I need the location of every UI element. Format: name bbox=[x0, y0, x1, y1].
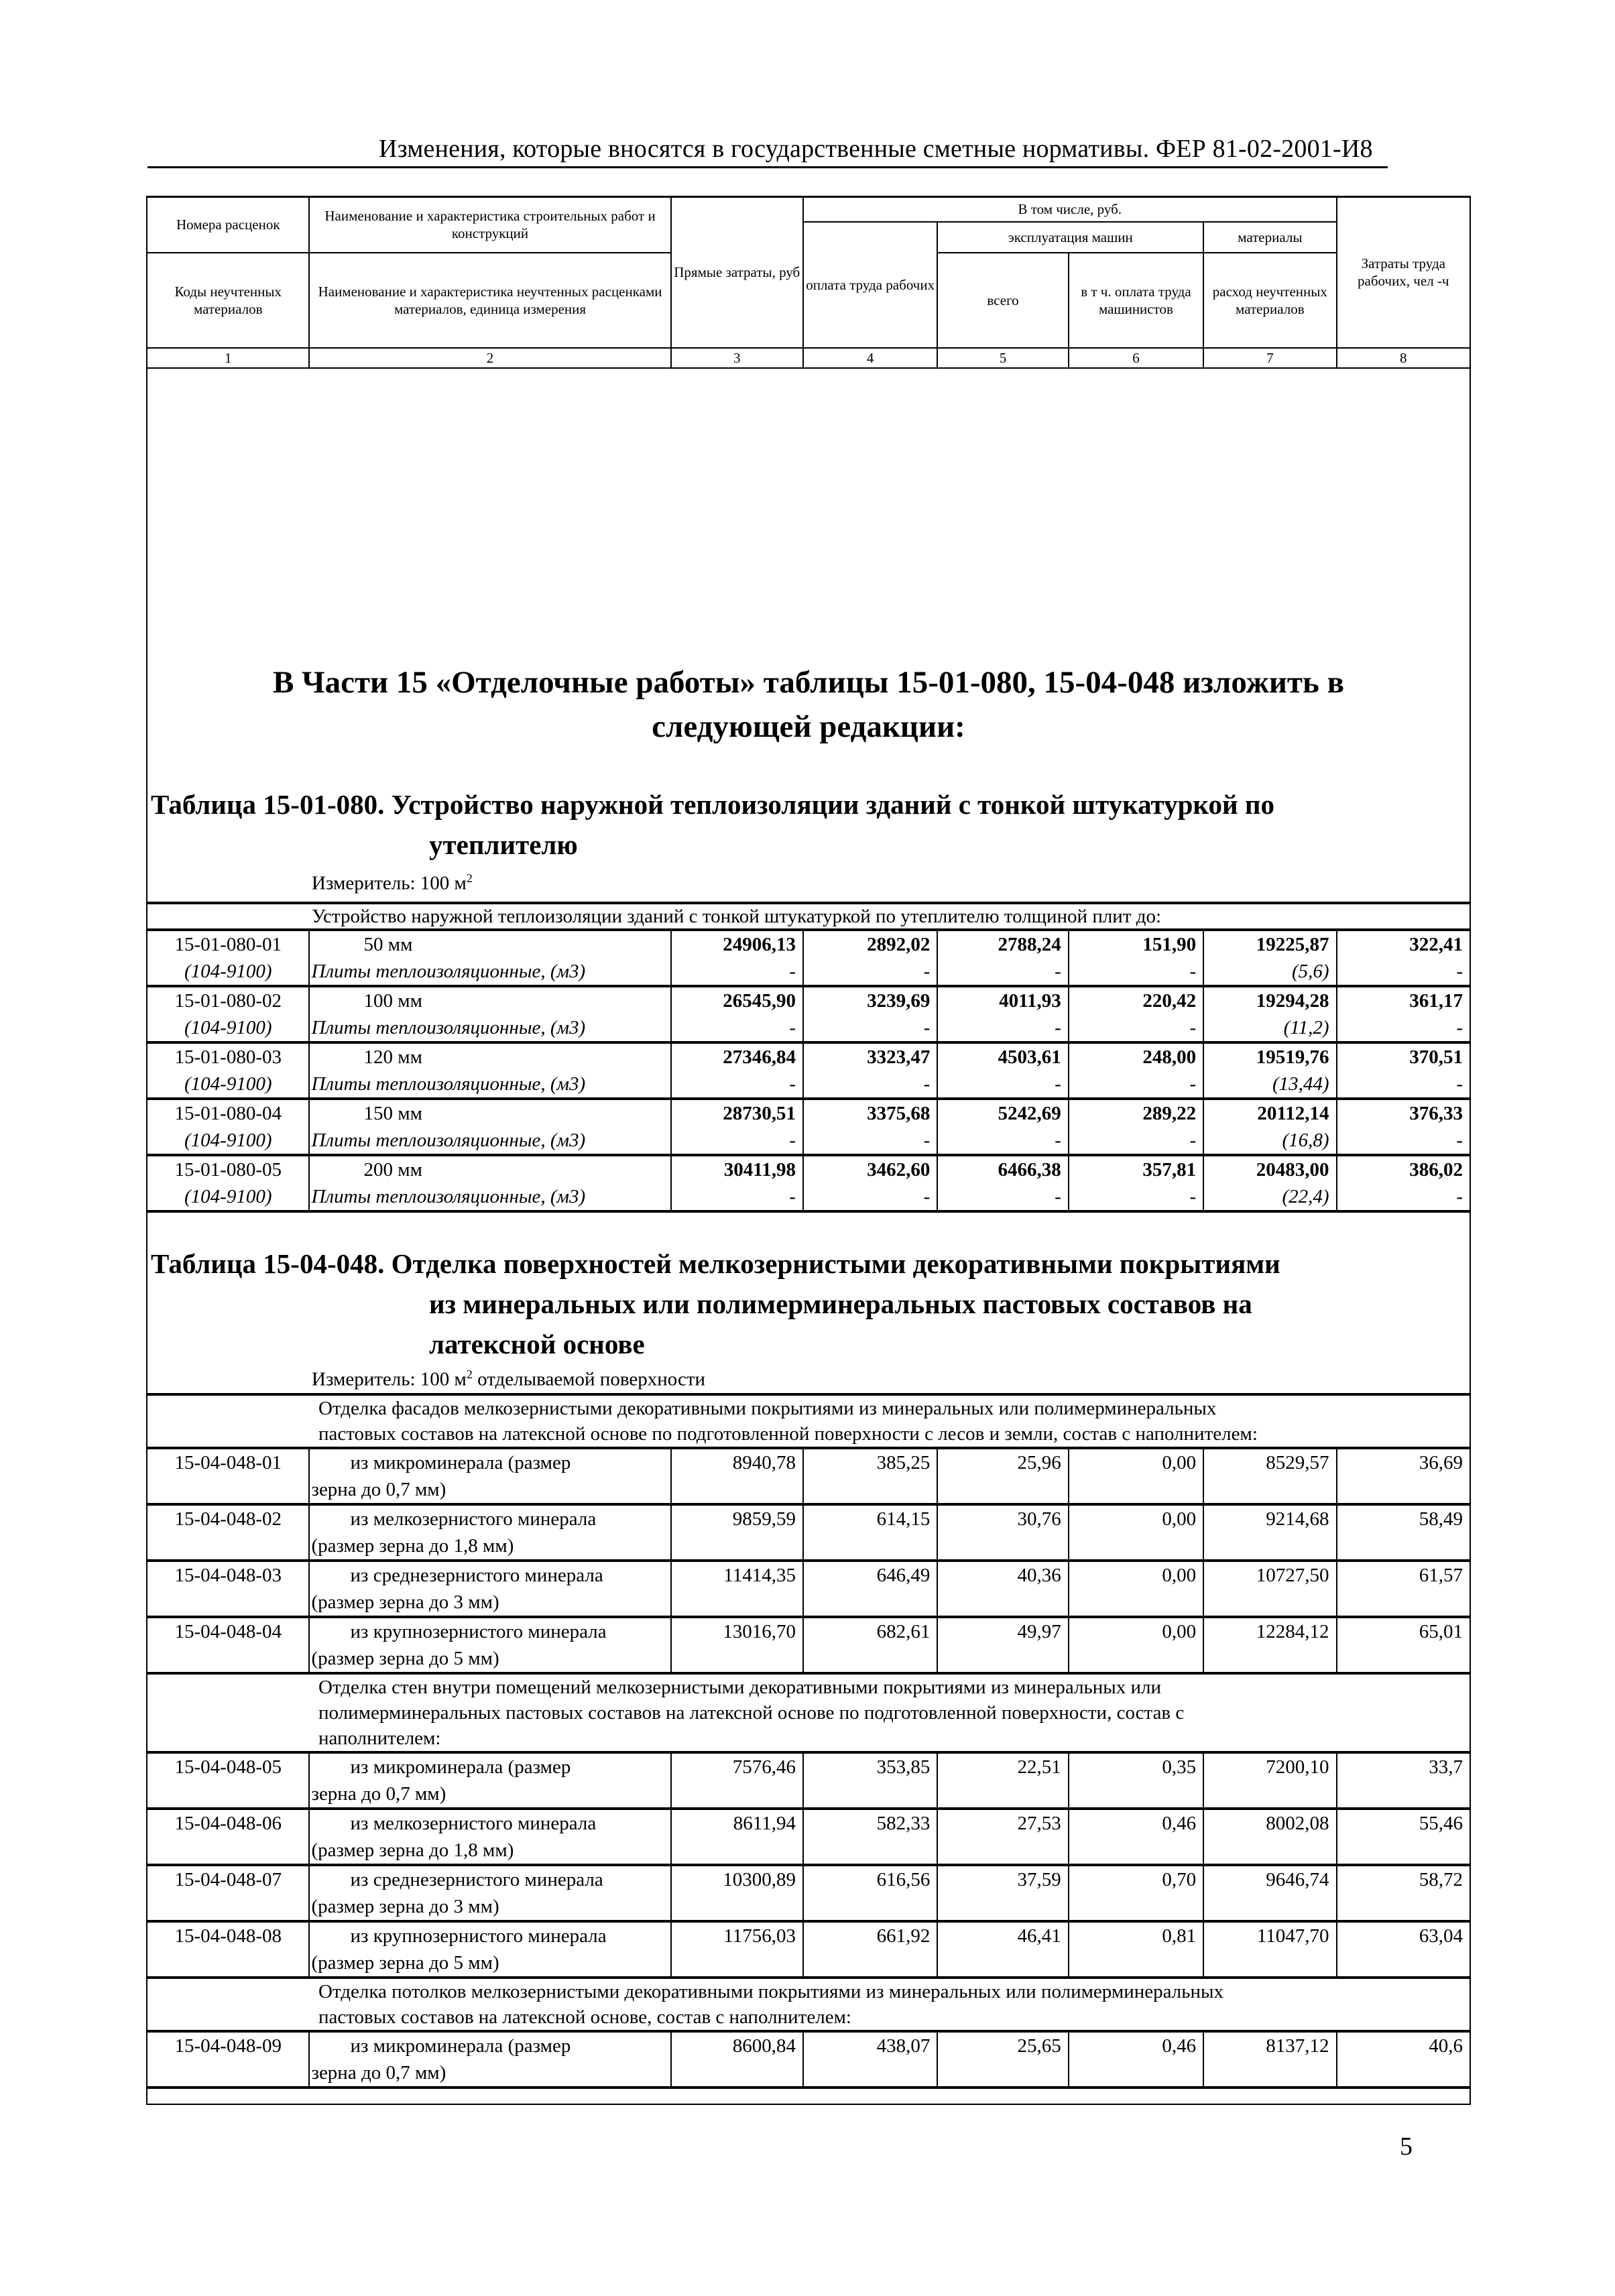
text: Измеритель: 100 м bbox=[312, 872, 467, 894]
table-cell: 616,56 bbox=[803, 1865, 937, 1921]
text: зерна до 0,7 мм) bbox=[311, 1479, 446, 1500]
text: из минеральных или полимерминеральных пастовых составов на bbox=[429, 1288, 1252, 1319]
table-cell: 9859,59 bbox=[671, 1504, 803, 1561]
text: из среднезернистого минерала bbox=[350, 1869, 603, 1890]
table-cell: Плиты теплоизоляционные, (м3) bbox=[309, 1127, 670, 1155]
table-cell: 4503,61 bbox=[937, 1042, 1068, 1071]
table-cell: 15-01-080-03 bbox=[147, 1042, 309, 1071]
table-row bbox=[147, 2031, 1470, 2088]
text: (размер зерна до 3 мм) bbox=[311, 1896, 499, 1917]
table-cell: 0,00 bbox=[1069, 1617, 1203, 1673]
table-cell: 20483,00 bbox=[1203, 1155, 1336, 1183]
text bbox=[147, 348, 1470, 368]
table-cell: 6466,38 bbox=[937, 1155, 1068, 1183]
table-cell: 19294,28 bbox=[1203, 986, 1336, 1014]
table-cell: - bbox=[1337, 1183, 1470, 1211]
table-cell: 58,72 bbox=[1337, 1865, 1470, 1921]
table-cell: (104-9100) bbox=[147, 958, 309, 986]
table-row bbox=[147, 1561, 1470, 1617]
table-cell: - bbox=[671, 1127, 803, 1155]
text: из микроминерала (размер bbox=[350, 1756, 571, 1778]
header-group-machines: эксплуатация машин bbox=[937, 222, 1203, 253]
material-row bbox=[147, 1183, 1470, 1211]
text: Отделка фасадов мелкозернистыми декоративными покрытиями из минеральных или полимерминеральных bbox=[318, 1398, 1217, 1419]
table-cell: 8137,12 bbox=[1203, 2031, 1336, 2088]
table-cell: - bbox=[937, 1183, 1068, 1211]
table-cell: 9214,68 bbox=[1203, 1504, 1336, 1561]
text bbox=[147, 196, 1470, 222]
table-cell: 682,61 bbox=[803, 1617, 937, 1673]
section-ceilings bbox=[147, 1978, 1470, 2031]
text: из крупнозернистого минерала bbox=[350, 1925, 607, 1947]
table-cell: 7200,10 bbox=[1203, 1752, 1336, 1809]
table-cell: 3462,60 bbox=[803, 1155, 937, 1183]
text bbox=[147, 1978, 1470, 2031]
table-cell: 7576,46 bbox=[671, 1752, 803, 1809]
table-cell: 9646,74 bbox=[1203, 1865, 1336, 1921]
table-cell: - bbox=[1069, 1127, 1203, 1155]
text: (размер зерна до 1,8 мм) bbox=[311, 1839, 514, 1861]
table-cell: (16,8) bbox=[1203, 1127, 1336, 1155]
table-cell: (104-9100) bbox=[147, 1071, 309, 1099]
table-cell: 15-04-048-06 bbox=[147, 1809, 309, 1865]
table-cell: 10727,50 bbox=[1203, 1561, 1336, 1617]
table-cell: 2788,24 bbox=[937, 930, 1068, 958]
table-row bbox=[147, 1865, 1470, 1921]
table-cell: 220,42 bbox=[1069, 986, 1203, 1014]
header-rule bbox=[147, 166, 1388, 168]
table-cell: 8611,94 bbox=[671, 1809, 803, 1865]
table-cell bbox=[309, 1617, 670, 1673]
table-15-04-048 bbox=[146, 1393, 1471, 2089]
table-cell bbox=[309, 1865, 670, 1921]
table-cell: 15-04-048-03 bbox=[147, 1561, 309, 1617]
table-cell: 100 мм bbox=[309, 986, 670, 1014]
table-cell: 0,35 bbox=[1069, 1752, 1203, 1809]
table-row bbox=[147, 1155, 1470, 1183]
table-15-04-048-title bbox=[151, 1244, 1280, 1364]
header-num-5: 5 bbox=[937, 348, 1068, 368]
section-text: Устройство наружной теплоизоляции зданий с тонкой штукатуркой по утеплителю толщиной плит до: bbox=[147, 903, 1470, 930]
table-row bbox=[147, 1099, 1470, 1127]
table-cell bbox=[309, 1921, 670, 1978]
table-cell: - bbox=[1069, 1014, 1203, 1042]
table-cell: 19519,76 bbox=[1203, 1042, 1336, 1071]
table-cell: 3323,47 bbox=[803, 1042, 937, 1071]
table-cell: 37,59 bbox=[937, 1865, 1068, 1921]
table-cell: 2892,02 bbox=[803, 930, 937, 958]
table-cell: 8002,08 bbox=[1203, 1809, 1336, 1865]
table-cell: 5242,69 bbox=[937, 1099, 1068, 1127]
table-cell: 36,69 bbox=[1337, 1448, 1470, 1504]
table-cell: - bbox=[671, 958, 803, 986]
header-num-8: 8 bbox=[1337, 348, 1470, 368]
header-col3: Прямые затраты, руб bbox=[671, 196, 803, 348]
text bbox=[147, 903, 1470, 930]
text: зерна до 0,7 мм) bbox=[311, 1783, 446, 1805]
table-cell: - bbox=[803, 1183, 937, 1211]
table-cell: 15-04-048-09 bbox=[147, 2031, 309, 2088]
text: из мелкозернистого минерала bbox=[350, 1508, 597, 1530]
header-group-including: В том числе, руб. bbox=[803, 196, 1337, 222]
table-cell: - bbox=[803, 1014, 937, 1042]
table-cell: 385,25 bbox=[803, 1448, 937, 1504]
text: Таблица 15-04-048. Отделка поверхностей мелкозернистыми декоративными покрытиями bbox=[151, 1248, 1280, 1279]
page-number: 5 bbox=[1400, 2132, 1413, 2161]
table-cell: Плиты теплоизоляционные, (м3) bbox=[309, 1071, 670, 1099]
table-cell: 3375,68 bbox=[803, 1099, 937, 1127]
table-cell: 289,22 bbox=[1069, 1099, 1203, 1127]
table-cell: 248,00 bbox=[1069, 1042, 1203, 1071]
table-cell: (13,44) bbox=[1203, 1071, 1336, 1099]
table-cell: 200 мм bbox=[309, 1155, 670, 1183]
header-num-7: 7 bbox=[1203, 348, 1336, 368]
header-group-materials: материалы bbox=[1203, 222, 1336, 253]
text: Отделка потолков мелкозернистыми декоративными покрытиями из минеральных или полимерминеральных bbox=[318, 1981, 1223, 2002]
page-header: Изменения, которые вносятся в государственные сметные нормативы. ФЕР 81-02-2001-И8 bbox=[379, 135, 1373, 163]
table-cell: 357,81 bbox=[1069, 1155, 1203, 1183]
header-col7: расход неучтенных материалов bbox=[1203, 253, 1336, 348]
table-cell: 3239,69 bbox=[803, 986, 937, 1014]
header-col2-bottom: Наименование и характеристика неучтенных расценками материалов, единица измерения bbox=[309, 253, 670, 348]
table-cell: - bbox=[937, 1014, 1068, 1042]
text: Измеритель: 100 м bbox=[312, 1368, 467, 1390]
table-cell: - bbox=[1337, 958, 1470, 986]
table-row bbox=[147, 1752, 1470, 1809]
table-row bbox=[147, 1504, 1470, 1561]
table-cell: Плиты теплоизоляционные, (м3) bbox=[309, 1014, 670, 1042]
table-cell: Плиты теплоизоляционные, (м3) bbox=[309, 1183, 670, 1211]
table-cell: - bbox=[803, 1071, 937, 1099]
table-row bbox=[147, 1042, 1470, 1071]
text: из микроминерала (размер bbox=[350, 2035, 571, 2057]
table-cell: 40,36 bbox=[937, 1561, 1068, 1617]
table-cell: 15-01-080-02 bbox=[147, 986, 309, 1014]
table-cell: 22,51 bbox=[937, 1752, 1068, 1809]
table-cell: - bbox=[1337, 1127, 1470, 1155]
table-cell: 15-04-048-04 bbox=[147, 1617, 309, 1673]
text: наполнителем: bbox=[318, 1728, 441, 1749]
table-row bbox=[147, 1448, 1470, 1504]
header-col4: оплата труда рабочих bbox=[803, 222, 937, 348]
table-cell: 65,01 bbox=[1337, 1617, 1470, 1673]
text: Отделка стен внутри помещений мелкозернистыми декоративными покрытиями из минеральных или bbox=[318, 1677, 1162, 1698]
header-num-4: 4 bbox=[803, 348, 937, 368]
table-row bbox=[147, 1921, 1470, 1978]
table-cell: 150 мм bbox=[309, 1099, 670, 1127]
text: отделываемой поверхности bbox=[472, 1368, 706, 1390]
table-cell: - bbox=[1337, 1071, 1470, 1099]
notice-line-2: следующей редакции: bbox=[652, 709, 965, 744]
table-15-01-080-unit bbox=[312, 871, 473, 895]
table-cell: 15-04-048-01 bbox=[147, 1448, 309, 1504]
table-cell: 30411,98 bbox=[671, 1155, 803, 1183]
header-col8: Затраты труда рабочих, чел -ч bbox=[1337, 196, 1470, 348]
table-cell bbox=[309, 1504, 670, 1561]
table-cell: 55,46 bbox=[1337, 1809, 1470, 1865]
table-cell: (104-9100) bbox=[147, 1014, 309, 1042]
table-cell: 361,17 bbox=[1337, 986, 1470, 1014]
amendment-notice bbox=[146, 660, 1471, 749]
table-cell: 8600,84 bbox=[671, 2031, 803, 2088]
table-15-01-080-title: Таблица 15-01-080. Устройство наружной теплоизоляции зданий с тонкой штукатуркой по утеплителю bbox=[151, 789, 1274, 860]
table-cell: 438,07 bbox=[803, 2031, 937, 2088]
header-col1-bottom: Коды неучтенных материалов bbox=[147, 253, 309, 348]
notice-line-1: В Части 15 «Отделочные работы» таблицы 15-01-080, 15-04-048 изложить в bbox=[273, 665, 1344, 700]
table-cell: 0,00 bbox=[1069, 1504, 1203, 1561]
header-col5: всего bbox=[937, 253, 1068, 348]
table-cell: 0,46 bbox=[1069, 2031, 1203, 2088]
table-cell: Плиты теплоизоляционные, (м3) bbox=[309, 958, 670, 986]
table-cell: 11414,35 bbox=[671, 1561, 803, 1617]
table-cell: 58,49 bbox=[1337, 1504, 1470, 1561]
table-15-04-048-unit bbox=[312, 1368, 705, 1391]
table-cell: 15-04-048-02 bbox=[147, 1504, 309, 1561]
text: полимерминеральных пастовых составов на латексной основе по подготовленной поверхности, состав с bbox=[318, 1702, 1185, 1724]
text: зерна до 0,7 мм) bbox=[311, 2062, 446, 2083]
table-row bbox=[147, 1809, 1470, 1865]
table-cell: 11756,03 bbox=[671, 1921, 803, 1978]
text: латексной основе bbox=[429, 1329, 645, 1360]
table-cell: - bbox=[1337, 1014, 1470, 1042]
table-cell: 353,85 bbox=[803, 1752, 937, 1809]
table-cell: 15-01-080-04 bbox=[147, 1099, 309, 1127]
table-cell: 151,90 bbox=[1069, 930, 1203, 958]
table-cell: 15-01-080-05 bbox=[147, 1155, 309, 1183]
table-cell: 322,41 bbox=[1337, 930, 1470, 958]
material-row bbox=[147, 1127, 1470, 1155]
material-row bbox=[147, 1071, 1470, 1099]
text: из микроминерала (размер bbox=[350, 1452, 571, 1473]
table-cell: 8940,78 bbox=[671, 1448, 803, 1504]
text: (размер зерна до 5 мм) bbox=[311, 1952, 499, 1974]
text: пастовых составов на латексной основе, состав с наполнителем: bbox=[318, 2006, 851, 2028]
table-cell: - bbox=[937, 1071, 1068, 1099]
table-cell: 15-04-048-08 bbox=[147, 1921, 309, 1978]
table-row bbox=[147, 986, 1470, 1014]
text: из крупнозернистого минерала bbox=[350, 1621, 607, 1642]
table-cell: 27346,84 bbox=[671, 1042, 803, 1071]
column-header-table bbox=[146, 196, 1471, 369]
text: 2 bbox=[466, 1368, 473, 1381]
table-cell: 49,97 bbox=[937, 1617, 1068, 1673]
table-cell: 63,04 bbox=[1337, 1921, 1470, 1978]
table-cell: 120 мм bbox=[309, 1042, 670, 1071]
table-cell: 10300,89 bbox=[671, 1865, 803, 1921]
table-cell: - bbox=[1069, 1071, 1203, 1099]
table-cell: (22,4) bbox=[1203, 1183, 1336, 1211]
table-cell: 33,7 bbox=[1337, 1752, 1470, 1809]
material-row bbox=[147, 1014, 1470, 1042]
table-cell: 0,81 bbox=[1069, 1921, 1203, 1978]
table-cell: 0,46 bbox=[1069, 1809, 1203, 1865]
table-cell: 12284,12 bbox=[1203, 1617, 1336, 1673]
text bbox=[147, 1394, 1470, 1448]
table-cell bbox=[309, 2031, 670, 2088]
table-cell: - bbox=[671, 1014, 803, 1042]
table-cell: - bbox=[1069, 958, 1203, 986]
table-cell: 15-04-048-05 bbox=[147, 1752, 309, 1809]
table-cell: 614,15 bbox=[803, 1504, 937, 1561]
table-row bbox=[147, 1617, 1470, 1673]
table-cell: - bbox=[1069, 1183, 1203, 1211]
header-num-2: 2 bbox=[309, 348, 670, 368]
table-cell: 8529,57 bbox=[1203, 1448, 1336, 1504]
text: (размер зерна до 3 мм) bbox=[311, 1591, 499, 1613]
table-cell: - bbox=[937, 1127, 1068, 1155]
table-cell: 25,96 bbox=[937, 1448, 1068, 1504]
text: 2 bbox=[466, 871, 473, 885]
table-cell: - bbox=[671, 1183, 803, 1211]
section-interior-walls bbox=[147, 1673, 1470, 1752]
table-cell: 24906,13 bbox=[671, 930, 803, 958]
header-num-6: 6 bbox=[1069, 348, 1203, 368]
text bbox=[147, 1673, 1470, 1752]
table-cell: 26545,90 bbox=[671, 986, 803, 1014]
header-col2-top: Наименование и характеристика строительных работ и конструкций bbox=[309, 196, 670, 253]
section-facades bbox=[147, 1394, 1470, 1448]
text: пастовых составов на латексной основе по подготовленной поверхности с лесов и земли, состав с наполнителем: bbox=[318, 1423, 1258, 1445]
table-cell: - bbox=[937, 958, 1068, 986]
table-cell: 27,53 bbox=[937, 1809, 1068, 1865]
table-cell: 661,92 bbox=[803, 1921, 937, 1978]
table-cell: 370,51 bbox=[1337, 1042, 1470, 1071]
table-cell: 13016,70 bbox=[671, 1617, 803, 1673]
table-cell: - bbox=[671, 1071, 803, 1099]
table-cell: 40,6 bbox=[1337, 2031, 1470, 2088]
table-cell: 20112,14 bbox=[1203, 1099, 1336, 1127]
table-cell: 0,70 bbox=[1069, 1865, 1203, 1921]
table-cell: 11047,70 bbox=[1203, 1921, 1336, 1978]
table-cell bbox=[309, 1561, 670, 1617]
table-cell bbox=[309, 1448, 670, 1504]
table-cell: 28730,51 bbox=[671, 1099, 803, 1127]
text: из мелкозернистого минерала bbox=[350, 1813, 597, 1834]
table-cell: (104-9100) bbox=[147, 1127, 309, 1155]
header-col6: в т ч. оплата труда машинистов bbox=[1069, 253, 1203, 348]
header-num-3: 3 bbox=[671, 348, 803, 368]
table-cell: 46,41 bbox=[937, 1921, 1068, 1978]
table-cell: 61,57 bbox=[1337, 1561, 1470, 1617]
table-cell bbox=[309, 1809, 670, 1865]
table-cell: - bbox=[803, 958, 937, 986]
header-num-1: 1 bbox=[147, 348, 309, 368]
table-cell: 25,65 bbox=[937, 2031, 1068, 2088]
table-15-01-080 bbox=[146, 902, 1471, 1213]
material-row bbox=[147, 958, 1470, 986]
table-cell: (5,6) bbox=[1203, 958, 1336, 986]
table-row: 15-01-080-01 50 мм 24906,13 2892,02 2788,24 151,90 19225,87 322,41 bbox=[147, 930, 1470, 958]
table-cell: 0,00 bbox=[1069, 1561, 1203, 1617]
table-cell: 646,49 bbox=[803, 1561, 937, 1617]
table-cell: 19225,87 bbox=[1203, 930, 1336, 958]
table-cell: 582,33 bbox=[803, 1809, 937, 1865]
text: из среднезернистого минерала bbox=[350, 1565, 603, 1586]
table-cell bbox=[309, 1752, 670, 1809]
table-cell: 376,33 bbox=[1337, 1099, 1470, 1127]
table-cell: (11,2) bbox=[1203, 1014, 1336, 1042]
text: (размер зерна до 5 мм) bbox=[311, 1648, 499, 1669]
table-cell: 386,02 bbox=[1337, 1155, 1470, 1183]
table-cell: 15-04-048-07 bbox=[147, 1865, 309, 1921]
table-cell: 4011,93 bbox=[937, 986, 1068, 1014]
table-cell: (104-9100) bbox=[147, 1183, 309, 1211]
table-cell: - bbox=[803, 1127, 937, 1155]
text: (размер зерна до 1,8 мм) bbox=[311, 1535, 514, 1557]
table-cell: 30,76 bbox=[937, 1504, 1068, 1561]
table-cell: 0,00 bbox=[1069, 1448, 1203, 1504]
header-col1-top: Номера расценок bbox=[147, 196, 309, 253]
